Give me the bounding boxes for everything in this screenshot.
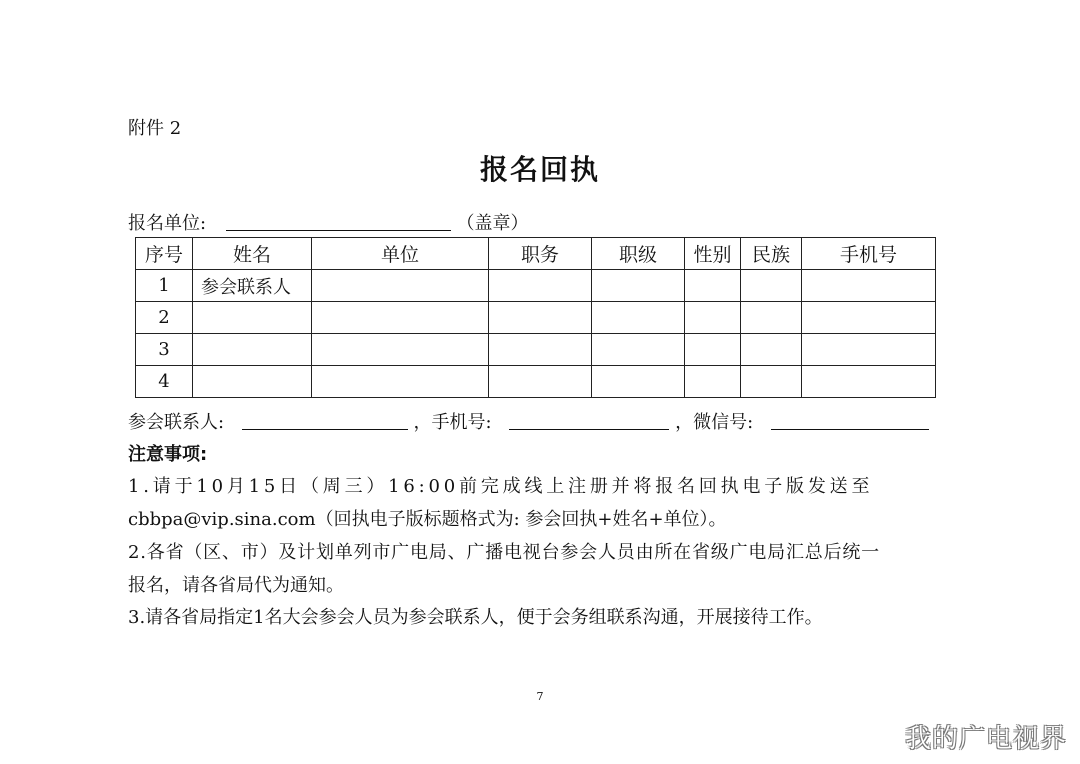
table-cell: [489, 270, 592, 302]
page-title: 报名回执: [479, 153, 600, 186]
table-cell: [802, 366, 936, 398]
table-cell: [312, 302, 489, 334]
table-cell: [685, 334, 741, 366]
seal-label: （盖章）: [456, 213, 529, 234]
table-cell: [685, 366, 741, 398]
note-item: 3.请各省局指定1名大会参会人员为参会联系人，便于会务组联系沟通，开展接待工作。: [128, 607, 823, 628]
unit-label: 报名单位:: [128, 213, 207, 234]
table-cell: [592, 270, 685, 302]
row-number: 3: [136, 334, 193, 366]
header-cell: 民族: [741, 238, 802, 270]
contact-label: 参会联系人:: [128, 412, 225, 433]
table-cell: [489, 334, 592, 366]
name-cell: [193, 334, 312, 366]
row-number: 4: [136, 366, 193, 398]
table-cell: [592, 366, 685, 398]
table-row: [136, 366, 936, 398]
contact-blank: [242, 409, 408, 430]
registration-unit-line: [128, 209, 529, 235]
header-cell: 姓名: [193, 238, 312, 270]
table-cell: [802, 302, 936, 334]
row-number: 2: [136, 302, 193, 334]
table-cell: [741, 366, 802, 398]
header-cell: 序号: [136, 238, 193, 270]
table-cell: [489, 366, 592, 398]
header-cell: 单位: [312, 238, 489, 270]
phone-blank: [509, 409, 669, 430]
table-row: [136, 302, 936, 334]
table-cell: [741, 270, 802, 302]
table-row: [136, 334, 936, 366]
header-cell: 性别: [685, 238, 741, 270]
header-cell: 手机号: [802, 238, 936, 270]
table-cell: [741, 302, 802, 334]
page-number: 7: [536, 690, 544, 703]
table-cell: [685, 270, 741, 302]
name-cell: 参会联系人: [193, 270, 312, 302]
table-cell: [685, 302, 741, 334]
wechat-blank: [771, 409, 929, 430]
table-cell: [802, 334, 936, 366]
phone-label: ，手机号:: [413, 412, 492, 433]
row-number: 1: [136, 270, 193, 302]
attachment-label: 附件 2: [128, 118, 182, 139]
unit-blank: [226, 210, 451, 231]
name-cell: [193, 302, 312, 334]
table-cell: [592, 302, 685, 334]
table-header-row: [136, 238, 936, 270]
header-cell: 职级: [592, 238, 685, 270]
note-item: 2.各省（区、市）及计划单列市广电局、广播电视台参会人员由所在省级广电局汇总后统一: [128, 542, 880, 563]
table-cell: [312, 270, 489, 302]
name-cell: [193, 366, 312, 398]
note-item: 报名，请各省局代为通知。: [128, 575, 344, 596]
table-cell: [489, 302, 592, 334]
wechat-label: ，微信号:: [675, 412, 754, 433]
registration-table: [135, 237, 936, 398]
watermark: 我的广电视界: [905, 724, 1068, 754]
note-item: cbbpa@vip.sina.com（回执电子版标题格式为: 参会回执+姓名+单位）。: [128, 509, 727, 530]
note-item: 1.请于10月15日（周三）16:00前完成线上注册并将报名回执电子版发送至: [128, 476, 874, 497]
table-cell: [802, 270, 936, 302]
table-cell: [741, 334, 802, 366]
table-cell: [592, 334, 685, 366]
contact-line: [128, 408, 929, 434]
table-row: [136, 270, 936, 302]
table-cell: [312, 334, 489, 366]
notes-title: 注意事项:: [128, 444, 208, 465]
table-cell: [312, 366, 489, 398]
header-cell: 职务: [489, 238, 592, 270]
